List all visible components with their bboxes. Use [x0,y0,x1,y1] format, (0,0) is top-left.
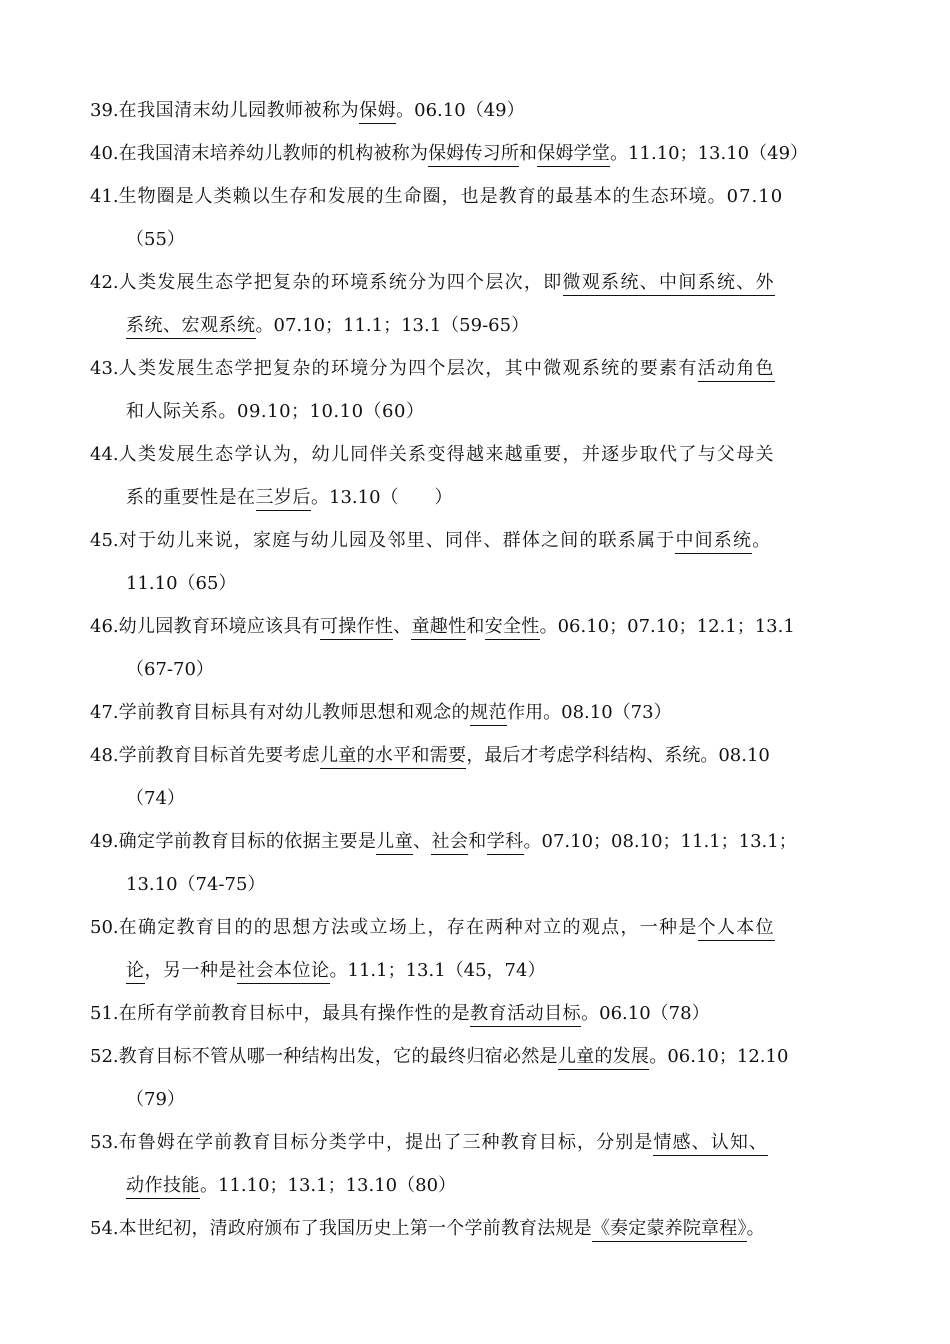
item-line [90,992,885,1035]
list-item-43 [90,347,885,433]
answer-underlined: 三岁后 [256,487,312,511]
item-line [90,304,885,347]
item-reference: 。07.10；11.1；13.1（59-65） [255,315,530,336]
item-text: 和人际关系。09.10；10.10（60） [126,401,425,422]
item-reference: 11.10（65） [126,573,237,594]
list-item-46 [90,605,885,691]
item-reference: 。06.10；12.10 [649,1046,789,1067]
item-reference: （79） [126,1089,185,1110]
item-reference: （67-70） [126,659,214,680]
answer-underlined: 社会 [431,831,468,855]
answer-underlined: 童趣性 [411,616,466,640]
item-text: 本世纪初，清政府颁布了我国历史上第一个学前教育法规是 [118,1218,592,1239]
item-line [90,1035,885,1078]
item-text: 、 [413,831,432,852]
list-item-52 [90,1035,885,1121]
answer-underlined: 保姆 [359,100,396,124]
answer-underlined: 个人本位 [698,917,775,941]
list-item-42 [90,261,885,347]
item-reference: 。06.10；07.10；12.1；13.1 [539,616,795,637]
answer-underlined: 情感、认知、 [653,1132,768,1156]
list-item-41 [90,175,885,261]
item-text: ，另一种是 [144,960,237,981]
item-text: 生物圈是人类赖以生存和发展的生命圈，也是教育的最基本的生态环境。07.10 [118,186,784,207]
answer-underlined: 社会本位论 [237,960,330,984]
answer-underlined: 保姆传习所 [428,143,519,167]
item-number: 45. [90,530,119,551]
item-line [90,1121,885,1164]
answer-underlined: 儿童 [376,831,413,855]
item-reference: （55） [126,229,185,250]
item-line [90,390,885,433]
answer-underlined: 可操作性 [320,616,393,640]
item-reference: ，最后才考虑学科结构、系统。08.10 [466,745,770,766]
list-item-51 [90,992,885,1035]
item-number: 39. [90,100,119,121]
item-number: 52. [90,1046,119,1067]
item-text: 教育目标不管从哪一种结构出发，它的最终归宿必然是 [118,1046,558,1067]
answer-underlined: 安全性 [485,616,540,640]
item-line [90,562,885,605]
item-number: 44. [90,444,119,465]
item-line [90,863,885,906]
item-reference: 作用。08.10（73） [507,702,672,723]
item-number: 47. [90,702,119,723]
list-item-39 [90,89,885,132]
item-reference: （74） [126,788,185,809]
item-line [90,1164,885,1207]
answer-underlined: 活动角色 [698,358,775,382]
list-item-45 [90,519,885,605]
item-text: 、 [393,616,412,637]
item-text: 和 [519,143,538,164]
list-item-50 [90,906,885,992]
item-line [90,605,885,648]
item-text: 人类发展生态学把复杂的环境分为四个层次，其中微观系统的要素有 [118,358,698,379]
answer-underlined: 学科 [487,831,524,855]
item-line [90,519,885,562]
item-line [90,261,885,304]
answer-underlined: 中间系统 [675,530,752,554]
item-line [90,949,885,992]
list-item-48 [90,734,885,820]
item-line [90,648,885,691]
item-number: 46. [90,616,119,637]
item-text: 学前教育目标具有对幼儿教师思想和观念的 [118,702,471,723]
item-reference: 。11.10；13.10（49） [610,143,809,164]
item-number: 50. [90,917,119,938]
item-text: 确定学前教育目标的依据主要是 [118,831,377,852]
item-line [90,777,885,820]
item-number: 48. [90,745,119,766]
list-item-53 [90,1121,885,1207]
item-line [90,734,885,777]
item-line [90,476,885,519]
item-text: 和 [468,831,487,852]
item-line [90,347,885,390]
item-text: 在我国清末幼儿园教师被称为 [118,100,360,121]
list-item-49 [90,820,885,906]
item-number: 54. [90,1218,119,1239]
item-reference: 。06.10（78） [581,1003,710,1024]
answer-underlined: 规范 [470,702,507,726]
item-text: 在确定教育目的的思想方法或立场上，存在两种对立的观点，一种是 [118,917,698,938]
answer-underlined: 教育活动目标 [470,1003,581,1027]
item-line [90,218,885,261]
item-line [90,89,885,132]
item-text: 对于幼儿来说，家庭与幼儿园及邻里、同伴、群体之间的联系属于 [118,530,676,551]
item-line [90,1078,885,1121]
item-text: 布鲁姆在学前教育目标分类学中，提出了三种教育目标，分别是 [118,1132,654,1153]
list-item-54 [90,1207,885,1250]
item-reference: 。06.10（49） [396,100,525,121]
item-line [90,175,885,218]
item-number: 51. [90,1003,119,1024]
item-text: 系的重要性是在 [126,487,256,508]
item-reference: 。11.10；13.1；13.10（80） [200,1175,457,1196]
item-number: 41. [90,186,119,207]
item-text: 在所有学前教育目标中，最具有操作性的是 [118,1003,471,1024]
item-text: 和 [466,616,485,637]
answer-underlined: 论 [126,960,145,984]
answer-underlined: 系统、宏观系统 [126,315,256,339]
answer-underlined: 保姆学堂 [537,143,610,167]
item-line [90,691,885,734]
item-line [90,820,885,863]
item-number: 49. [90,831,119,852]
answer-underlined: 《奏定蒙养院章程》 [592,1218,747,1242]
item-text: 。 [746,1218,765,1239]
item-reference: 13.10（74-75） [126,874,266,895]
item-text: 幼儿园教育环境应该具有 [118,616,320,637]
item-text: 学前教育目标首先要考虑 [118,745,320,766]
answer-underlined: 微观系统、中间系统、外 [563,272,775,296]
item-line [90,132,885,175]
list-item-40 [90,132,885,175]
answer-underlined: 动作技能 [126,1175,200,1199]
item-reference: 。13.10（ ） [311,487,453,508]
item-line [90,1207,885,1250]
item-text: 。 [752,530,772,551]
item-number: 42. [90,272,119,293]
item-text: 人类发展生态学把复杂的环境系统分为四个层次，即 [118,272,563,293]
answer-underlined: 儿童的发展 [558,1046,650,1070]
item-reference: 。07.10；08.10；11.1；13.1； [523,831,797,852]
item-line [90,906,885,949]
item-line [90,433,885,476]
item-reference: 。11.1；13.1（45，74） [329,960,546,981]
item-text: 在我国清末培养幼儿教师的机构被称为 [118,143,429,164]
item-number: 43. [90,358,119,379]
item-number: 40. [90,143,119,164]
list-item-47 [90,691,885,734]
answer-underlined: 儿童的水平和需要 [320,745,466,769]
item-text: 人类发展生态学认为，幼儿同伴关系变得越来越重要，并逐步取代了与父母关 [118,444,775,465]
list-item-44 [90,433,885,519]
item-number: 53. [90,1132,119,1153]
